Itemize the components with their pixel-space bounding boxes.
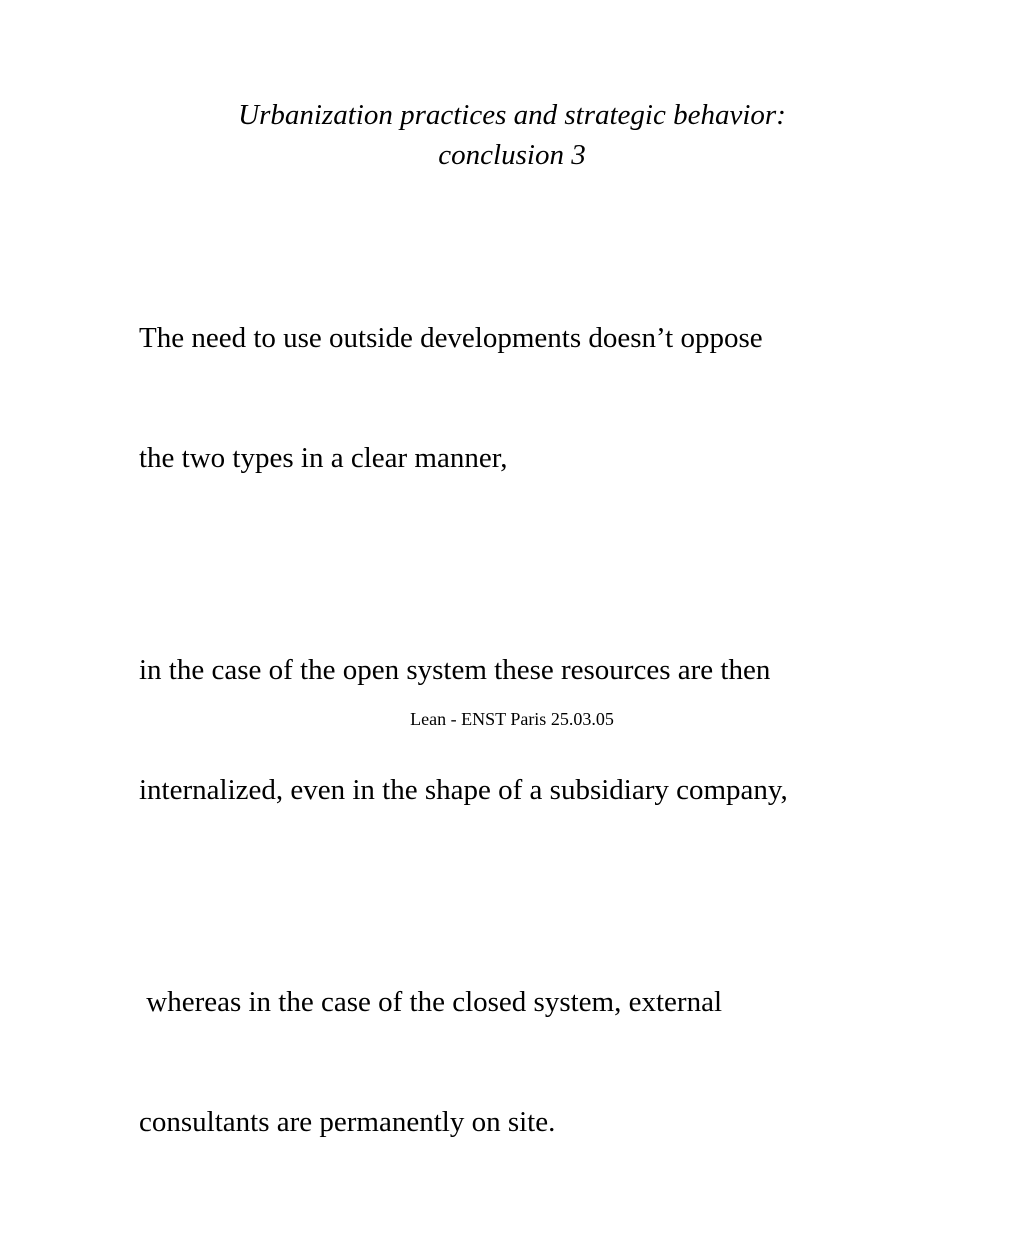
paragraph-3-line-1: whereas in the case of the closed system, external	[139, 986, 723, 1018]
body-paragraph-1	[139, 238, 939, 558]
slide-title-line-2: conclusion 3	[438, 139, 586, 171]
paragraph-1-line-1: The need to use outside developments doesn’t oppose	[139, 322, 763, 354]
slide-title-line-1: Urbanization practices and strategic behavior:	[238, 99, 786, 131]
paragraph-2-line-1: in the case of the open system these resources are then	[139, 654, 771, 686]
body-paragraph-3	[139, 902, 939, 1222]
slide-title	[0, 95, 1024, 175]
paragraph-1-line-2: the two types in a clear manner,	[139, 442, 508, 474]
slide-footer: Lean - ENST Paris 25.03.05	[410, 709, 614, 729]
paragraph-3-line-2: consultants are permanently on site.	[139, 1106, 556, 1138]
slide-body	[139, 238, 939, 1234]
paragraph-2-line-2: internalized, even in the shape of a subsidiary company,	[139, 774, 788, 806]
